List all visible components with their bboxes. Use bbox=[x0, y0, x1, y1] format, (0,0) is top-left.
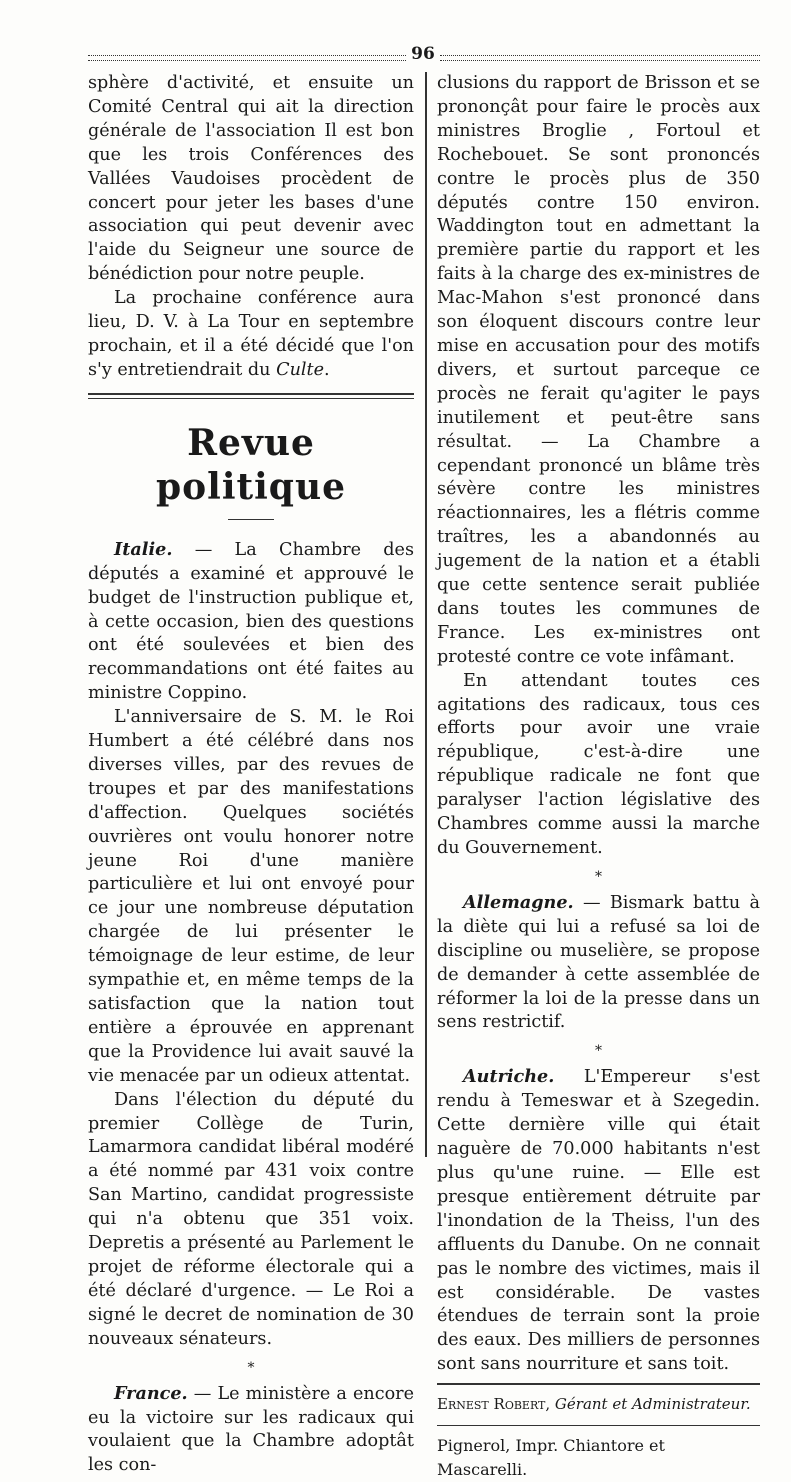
separator-star: * bbox=[595, 1043, 602, 1060]
header-ornament-right bbox=[440, 55, 760, 61]
paragraph-association: sphère d'activité, et ensuite un Comité Central qui ait la direction générale de l'association Il est bon que les trois Conférences des Vallées Vaudoises procèdent de concert pour jeter les bases d'une association qui peut devenir avec l'aide du Seigneur une source de bénédiction pour notre peuple. bbox=[88, 73, 414, 285]
paragraph-conference bbox=[88, 287, 414, 383]
paragraph-france bbox=[88, 1382, 414, 1479]
conference-text: La prochaine conférence aura lieu, D. V. à La Tour en septembre prochain, et il a été décidé que l'on s'y entretiendrait du bbox=[88, 288, 414, 380]
printer-line: Pignerol, Impr. Chiantore et Mascarelli. bbox=[437, 1436, 665, 1479]
signature bbox=[437, 1393, 760, 1417]
france-text: — Le ministère a encore eu la victoire sur les radicaux qui voulaient que la Chambre adoptât les con- bbox=[88, 1383, 414, 1476]
paragraph-france-continued: clusions du rapport de Brisson et se prononçât pour faire le procès aux ministres Broglie , Fortoul et Rochebouet. Se sont prononcés contre le procès plus de 350 députés contre 150 environ. Waddington tout en admettant la première partie du rapport et les faits à la charge des ex-ministres de Mac-Mahon s'est prononcé dans son éloquent discours contre leur mise en accusation pour des motifs divers, et surtout parceque ce procès ne ferait qu'agiter le pays inutilement et peut-être sans résultat. — La Chambre a cependant prononcé un blâme très sévère contre les ministres réactionnaires, les a flétris comme traîtres, les a abandonnés au jugement de la nation et a établi que cette sentence serait publiée dans toutes les communes de France. Les ex-ministres ont protesté contre ce vote infâmant. bbox=[437, 73, 760, 667]
printer-divider bbox=[437, 1425, 760, 1426]
column-divider bbox=[425, 72, 427, 1157]
signature-name: Ernest Robert, bbox=[437, 1395, 551, 1414]
conference-end: . bbox=[324, 359, 330, 380]
paragraph-anniversaire: L'anniversaire de S. M. le Roi Humbert a été célébré dans nos diverses villes, par des revues de troupes et par des manifestations d'affection. Quelques sociétés ouvrières ont voulu honorer notre jeune Roi d'une manière particulière et lui ont envoyé pour ce jour une nombreuse députation chargée de lui présenter le témoignage de leur estime, de leur sympathie et, en même temps de la satisfaction que la nation tout entière a éprouvée en apprenant que la Providence lui avait sauvé la vie menacée par un odieux attentat. bbox=[88, 707, 414, 1086]
page-header bbox=[88, 44, 760, 68]
rubric-autriche: Autriche. bbox=[463, 1066, 555, 1088]
rubric-italie: Italie. bbox=[114, 538, 173, 560]
paragraph-attendant: En attendant toutes ces agitations des radicaux, tous ces efforts pour avoir une vraie république, c'est-à-dire une république radicale ne font que paralyser l'action législative des Chambres comme aussi la marche du Gouvernement. bbox=[437, 670, 760, 858]
paragraph-election: Dans l'élection du député du premier Collège de Turin, Lamarmora candidat libéral modéré a été nommé par 431 voix contre San Martino, candidat progressiste qui n'a obtenu que 351 voix. Depretis a présenté au Parlement le projet de réforme électorale qui a été déclaré d'urgence. — Le Roi a signé le decret de nomination de 30 nouveaux sénateurs. bbox=[88, 1089, 414, 1349]
title-underline bbox=[228, 519, 274, 520]
culte-italic: Culte bbox=[276, 359, 325, 380]
page-number: 96 bbox=[411, 44, 435, 64]
paragraph-allemagne bbox=[437, 891, 760, 1035]
allemagne-text: — Bismark battu à la diète qui lui a refusé sa loi de discipline ou muselière, se propose de demander à cette assemblée de réformer la loi de la presse dans un sens restrictif. bbox=[437, 892, 760, 1033]
autriche-text: L'Empereur s'est rendu à Temeswar et à Szegedin. Cette dernière ville qui était naguère de 70.000 habitants n'est plus qu'une ruine. — Elle est presque entièrement détruite par l'inondation de la Theiss, l'un des affluents du Danube. On ne connait pas le nombre des victimes, mais il est considérable. De vastes étendues de terrain sont la proie des eaux. Des milliers de personnes sont sans nourriture et sans toit. bbox=[437, 1067, 760, 1375]
signature-divider bbox=[437, 1383, 760, 1385]
rubric-france: France. bbox=[114, 1382, 188, 1404]
signature-role: Gérant et Administrateur. bbox=[550, 1395, 751, 1414]
separator-star: * bbox=[595, 868, 602, 885]
header-ornament-left bbox=[88, 55, 406, 61]
left-column bbox=[88, 72, 414, 1478]
right-column bbox=[437, 72, 760, 1482]
italie-text: — La Chambre des députés a examiné et approuvé le budget de l'instruction publique et, à cette occasion, bien des questions ont été soulevées et bien des recommandations ont été faites au ministre Coppino. bbox=[88, 539, 414, 704]
section-title: Revue politique bbox=[155, 421, 347, 508]
section-divider bbox=[88, 393, 414, 399]
rubric-allemagne: Allemagne. bbox=[463, 891, 574, 913]
separator-star: * bbox=[247, 1359, 255, 1376]
paragraph-italie bbox=[88, 538, 414, 706]
paragraph-autriche bbox=[437, 1065, 760, 1377]
